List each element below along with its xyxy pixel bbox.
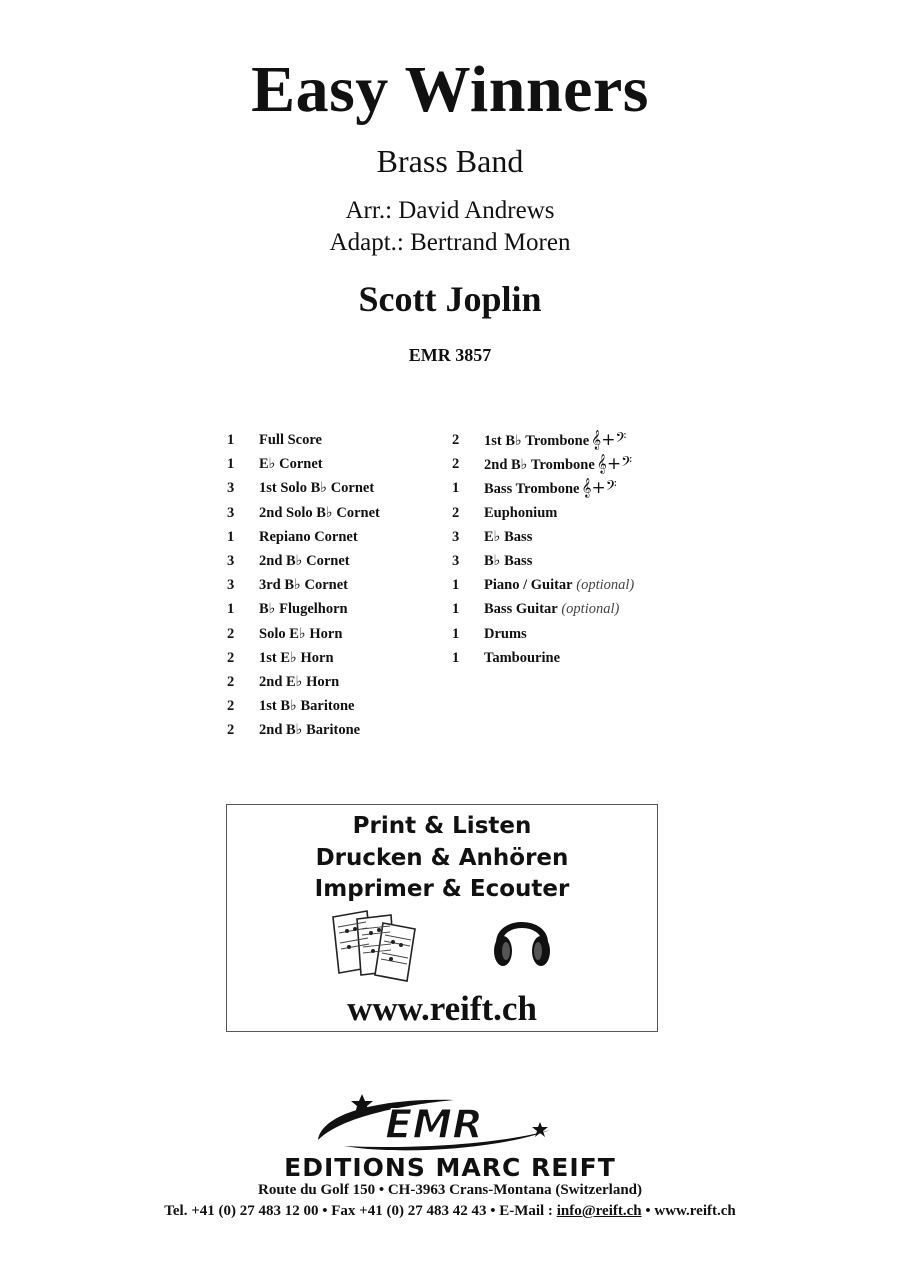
part-label: B♭ Flugelhorn [259, 601, 348, 618]
part-label: 2nd B♭ Cornet [259, 553, 350, 569]
email-link[interactable]: info@reift.ch [556, 1203, 642, 1219]
part-label: B♭ Bass [484, 553, 533, 569]
part-quantity: 2 [452, 456, 460, 473]
headphones-icon [489, 905, 555, 971]
promo-line-german: Drucken & Anhören [315, 845, 569, 871]
part-name [484, 551, 532, 571]
part-quantity: 3 [452, 553, 460, 569]
part-quantity: 3 [227, 480, 235, 497]
part-quantity: 2 [227, 722, 235, 739]
optional-note: (optional) [557, 601, 620, 618]
part-name [259, 575, 348, 595]
composer-name: Scott Joplin [358, 279, 542, 319]
optional-note: (optional) [572, 577, 635, 594]
part-quantity: 3 [452, 528, 460, 545]
part-label: 1st E♭ Horn [259, 649, 334, 666]
part-name [484, 575, 634, 595]
part-name [259, 503, 380, 523]
part-quantity: 1 [227, 432, 235, 448]
part-label: Bass Trombone [484, 481, 580, 498]
sheet-music-icon [327, 909, 423, 983]
part-name [259, 454, 323, 474]
part-quantity: 3 [227, 553, 235, 569]
part-name [259, 478, 374, 498]
part-label: 2nd B♭ Baritone [259, 722, 361, 739]
promo-line-french: Imprimer & Ecouter [314, 876, 570, 902]
part-label: E♭ Bass [484, 528, 533, 545]
adapter-credit: Adapt.: Bertrand Moren [329, 229, 571, 256]
part-name [484, 503, 557, 523]
part-quantity: 2 [227, 698, 235, 715]
part-quantity: 1 [452, 480, 460, 497]
part-label: E♭ Cornet [259, 456, 323, 473]
print-listen-box [226, 804, 658, 1032]
part-name [484, 478, 617, 499]
clef-icon: 𝄞+𝄢 [591, 430, 627, 450]
part-name [484, 527, 532, 547]
part-quantity: 1 [452, 649, 460, 666]
promo-line-english: Print & Listen [352, 813, 532, 839]
part-name [484, 454, 632, 475]
part-name [259, 430, 322, 450]
part-quantity: 3 [227, 577, 235, 594]
piece-title: Easy Winners [251, 53, 649, 126]
part-name [259, 696, 354, 716]
part-name [259, 720, 360, 740]
part-label: 2nd B♭ Trombone [484, 457, 595, 474]
part-name [484, 599, 619, 619]
part-quantity: 1 [227, 601, 235, 618]
part-label: Drums [484, 625, 527, 642]
part-label: 1st B♭ Trombone [484, 433, 590, 449]
part-name [259, 551, 350, 571]
part-quantity: 1 [452, 601, 460, 618]
arranger-credit: Arr.: David Andrews [345, 197, 555, 224]
part-name [259, 599, 348, 619]
part-quantity: 2 [227, 649, 235, 666]
part-label: 2nd E♭ Horn [259, 674, 340, 690]
part-name [484, 648, 560, 668]
part-name [259, 624, 342, 644]
part-label: Repiano Cornet [259, 528, 358, 545]
part-quantity: 3 [227, 504, 235, 521]
part-name [259, 648, 334, 668]
clef-icon: 𝄞+𝄢 [596, 454, 633, 475]
part-label: 3rd B♭ Cornet [259, 577, 348, 594]
instrumentation: Brass Band [376, 143, 524, 179]
publisher-contact [0, 1203, 900, 1220]
part-name [259, 527, 358, 547]
part-label: Bass Guitar [484, 601, 558, 618]
publisher-name: EDITIONS MARC REIFT [284, 1153, 616, 1182]
part-quantity: 1 [452, 625, 460, 642]
promo-url[interactable]: www.reift.ch [347, 989, 537, 1028]
part-label: Tambourine [484, 649, 561, 666]
part-label: 1st B♭ Baritone [259, 698, 355, 715]
part-quantity: 2 [227, 625, 235, 642]
part-label: Euphonium [484, 504, 558, 521]
part-label: Full Score [259, 432, 322, 448]
part-quantity: 1 [227, 456, 235, 473]
part-label: Solo E♭ Horn [259, 625, 343, 642]
part-name [484, 430, 626, 451]
part-name [484, 624, 527, 644]
part-name [259, 672, 339, 692]
catalog-number: EMR 3857 [408, 345, 492, 365]
part-quantity: 1 [227, 528, 235, 545]
contact-website: • www.reift.ch [641, 1203, 736, 1219]
part-label: Piano / Guitar [484, 577, 573, 594]
publisher-address: Route du Golf 150 • CH-3963 Crans-Montana (Switzerland) [258, 1182, 642, 1198]
contact-phone-fax: Tel. +41 (0) 27 483 12 00 • Fax +41 (0) 27 483 42 43 • E-Mail : [164, 1203, 557, 1219]
part-quantity: 2 [227, 674, 235, 690]
part-quantity: 2 [452, 432, 460, 448]
emr-logo [304, 1090, 564, 1154]
part-quantity: 1 [452, 577, 460, 594]
part-label: 2nd Solo B♭ Cornet [259, 504, 380, 521]
part-label: 1st Solo B♭ Cornet [259, 480, 375, 497]
emr-logo-text: EMR [385, 1102, 483, 1148]
part-quantity: 2 [452, 504, 460, 521]
clef-icon: 𝄞+𝄢 [581, 478, 617, 499]
